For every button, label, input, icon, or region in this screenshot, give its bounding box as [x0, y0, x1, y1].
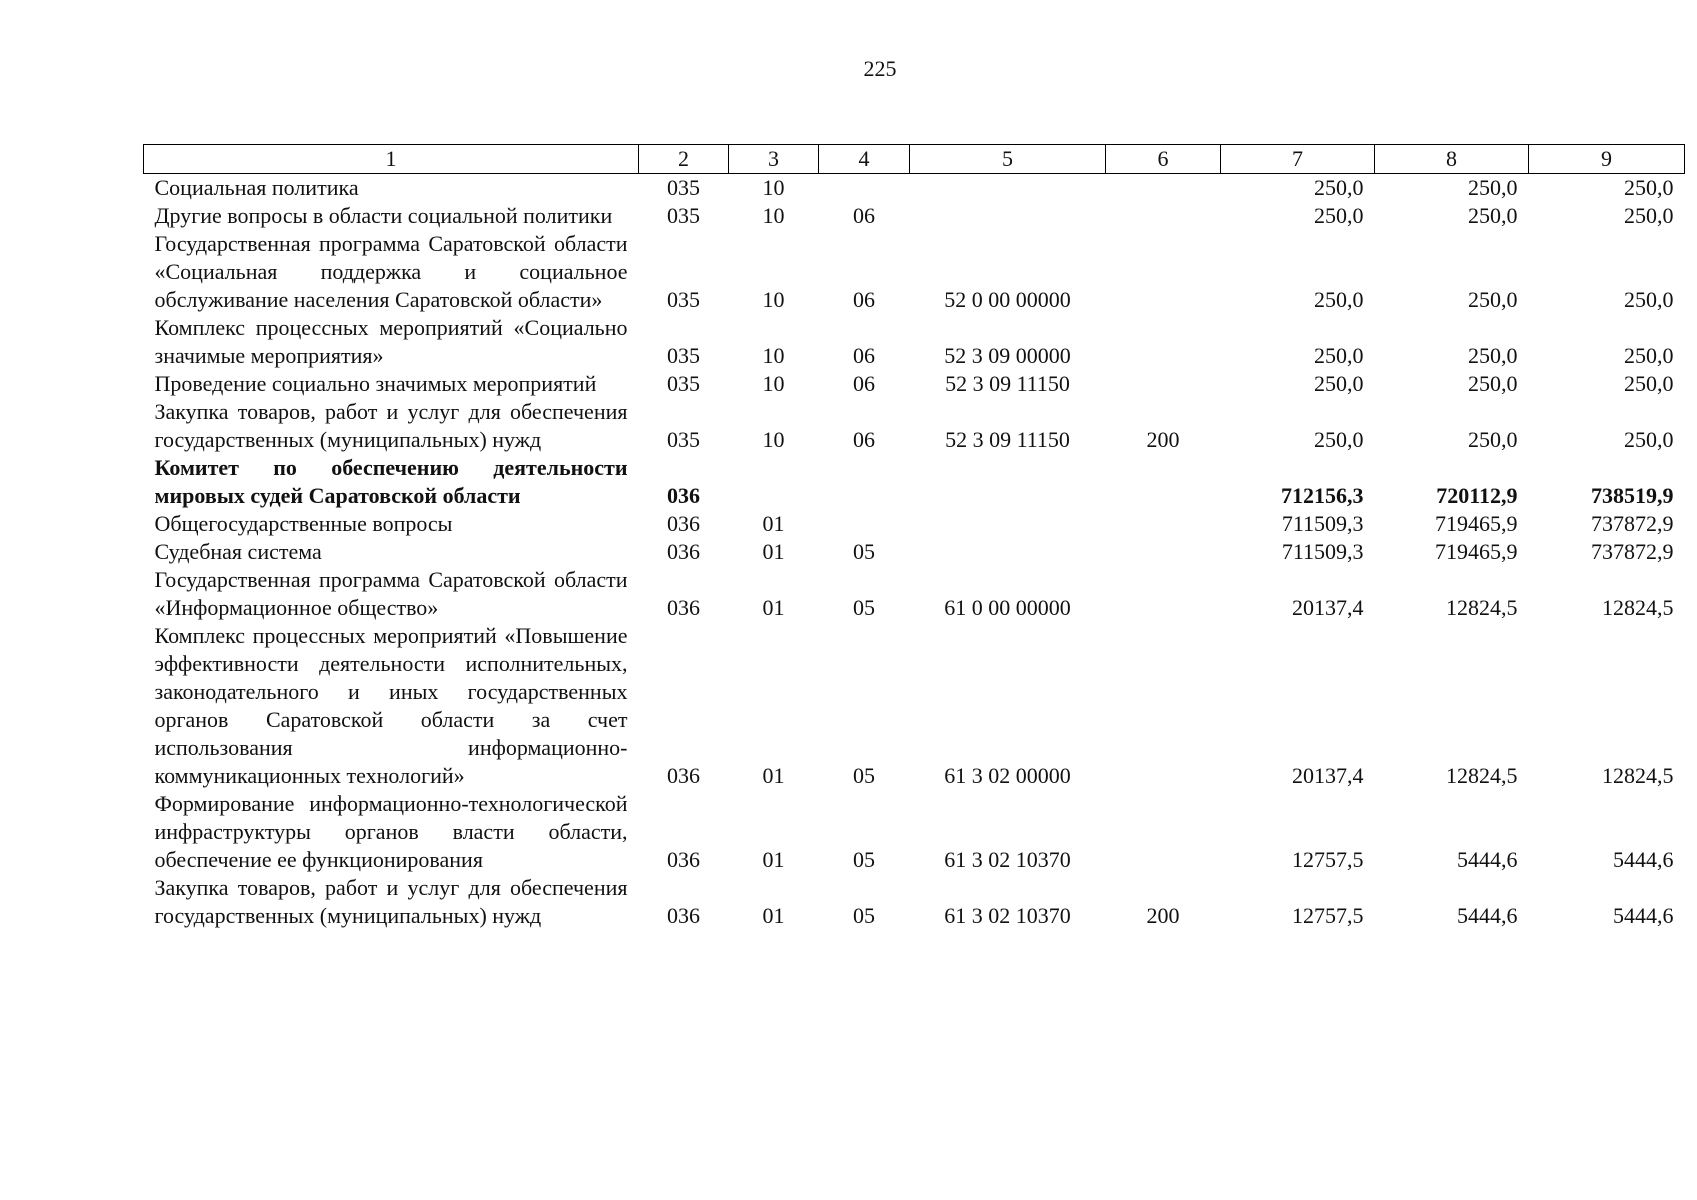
row-amount-col7: 20137,4: [1292, 763, 1364, 788]
row-name: Проведение социально значимых мероприятий: [154, 371, 597, 396]
table-row: [144, 538, 1685, 566]
row-subsection: 05: [853, 847, 875, 872]
table-row: [144, 174, 1685, 203]
row-admin-code: 035: [667, 371, 700, 396]
page-number: 225: [863, 56, 897, 81]
row-amount-col8: 250,0: [1468, 287, 1518, 312]
row-admin-code: 036: [667, 595, 700, 620]
row-amount-col9: 5444,6: [1613, 903, 1674, 928]
row-amount-col9: 738519,9: [1591, 483, 1674, 508]
budget-table: [143, 144, 1685, 930]
row-amount-col9: 250,0: [1624, 175, 1674, 200]
row-section: 10: [762, 175, 785, 200]
table-body: [144, 174, 1685, 931]
row-amount-col7: 12757,5: [1292, 847, 1364, 872]
row-expense-type: [1106, 454, 1221, 510]
row-subsection: 06: [853, 427, 875, 452]
row-amount-col8: 12824,5: [1446, 595, 1518, 620]
row-name: Закупка товаров, работ и услуг для обеспечения государственных (муниципальных) нужд: [154, 399, 628, 452]
table-row: [144, 454, 1685, 510]
row-section: 01: [762, 539, 785, 564]
row-subsection: 05: [853, 763, 875, 788]
header-col-2: 2: [639, 145, 729, 174]
row-amount-col8: 250,0: [1468, 427, 1518, 452]
table-row: [144, 622, 1685, 790]
row-amount-col7: 711509,3: [1281, 539, 1364, 564]
row-target-article: [910, 538, 1106, 566]
header-col-6: 6: [1106, 145, 1221, 174]
row-amount-col9: 250,0: [1624, 427, 1674, 452]
row-amount-col7: 250,0: [1314, 371, 1364, 396]
row-section: 10: [762, 371, 785, 396]
row-amount-col8: 250,0: [1468, 343, 1518, 368]
row-name: Комитет по обеспечению деятельности мировых судей Саратовской области: [154, 455, 628, 508]
row-section: 10: [762, 343, 785, 368]
row-amount-col8: 720112,9: [1436, 483, 1518, 508]
row-admin-code: 035: [667, 203, 700, 228]
row-amount-col8: 5444,6: [1457, 847, 1518, 872]
row-expense-type: [1106, 230, 1221, 314]
row-section: 01: [762, 511, 785, 536]
row-subsection: 05: [853, 595, 875, 620]
table-row: [144, 230, 1685, 314]
row-target-article: [910, 454, 1106, 510]
row-expense-type: [1106, 566, 1221, 622]
row-subsection: 06: [853, 287, 875, 312]
row-subsection: [819, 510, 910, 538]
row-section: 01: [762, 763, 785, 788]
row-expense-type: [1106, 174, 1221, 203]
row-section: 10: [762, 287, 785, 312]
row-amount-col8: 250,0: [1468, 371, 1518, 396]
row-amount-col7: 250,0: [1314, 175, 1364, 200]
header-col-4: 4: [819, 145, 910, 174]
row-amount-col9: 12824,5: [1602, 763, 1674, 788]
row-section: 01: [762, 847, 785, 872]
table-header-row: [144, 145, 1685, 174]
row-target-article: 52 3 09 11150: [945, 371, 1070, 396]
row-admin-code: 036: [667, 483, 700, 508]
row-admin-code: 035: [667, 175, 700, 200]
row-name: Другие вопросы в области социальной политики: [154, 203, 613, 228]
row-name: Социальная политика: [154, 175, 359, 200]
table-row: [144, 566, 1685, 622]
row-amount-col9: 737872,9: [1591, 511, 1674, 536]
table-row: [144, 874, 1685, 930]
row-amount-col9: 12824,5: [1602, 595, 1674, 620]
row-subsection: 06: [853, 203, 875, 228]
row-admin-code: 036: [667, 847, 700, 872]
row-amount-col7: 250,0: [1314, 287, 1364, 312]
row-amount-col8: 719465,9: [1435, 511, 1518, 536]
row-amount-col7: 250,0: [1314, 343, 1364, 368]
row-section: 01: [762, 903, 785, 928]
row-section: 10: [762, 203, 785, 228]
row-subsection: 05: [853, 539, 875, 564]
row-expense-type: [1106, 202, 1221, 230]
row-target-article: 52 0 00 00000: [944, 287, 1071, 312]
table-row: [144, 314, 1685, 370]
header-col-3: 3: [729, 145, 819, 174]
row-admin-code: 035: [667, 427, 700, 452]
table-row: [144, 370, 1685, 398]
row-name: Общегосударственные вопросы: [154, 511, 453, 536]
row-admin-code: 035: [667, 343, 700, 368]
row-target-article: 52 3 09 11150: [945, 427, 1070, 452]
row-amount-col9: 250,0: [1624, 203, 1674, 228]
row-target-article: 52 3 09 00000: [944, 343, 1071, 368]
row-target-article: [910, 174, 1106, 203]
table-row: [144, 202, 1685, 230]
row-amount-col8: 5444,6: [1457, 903, 1518, 928]
row-section: [729, 454, 819, 510]
row-amount-col7: 712156,3: [1281, 483, 1364, 508]
header-col-9: 9: [1529, 145, 1685, 174]
row-name: Комплекс процессных мероприятий «Повышение эффективности деятельности исполнительных, законодательного и иных государственных органов Саратовской области за счет использования информационно-коммуникационных технологий»: [154, 623, 628, 788]
header-col-7: 7: [1221, 145, 1375, 174]
row-target-article: [910, 202, 1106, 230]
table-row: [144, 510, 1685, 538]
row-subsection: [819, 454, 910, 510]
row-expense-type: [1106, 622, 1221, 790]
row-amount-col7: 12757,5: [1292, 903, 1364, 928]
table-row: [144, 790, 1685, 874]
row-subsection: 06: [853, 371, 875, 396]
header-col-5: 5: [910, 145, 1106, 174]
header-col-1: 1: [144, 145, 639, 174]
row-subsection: 06: [853, 343, 875, 368]
row-name: Судебная система: [154, 539, 322, 564]
row-name: Формирование информационно-технологической инфраструктуры органов власти области, обеспечение ее функционирования: [154, 791, 628, 872]
row-target-article: 61 3 02 00000: [944, 763, 1071, 788]
row-amount-col7: 711509,3: [1281, 511, 1364, 536]
row-amount-col9: 250,0: [1624, 343, 1674, 368]
header-col-8: 8: [1375, 145, 1529, 174]
row-expense-type: 200: [1146, 903, 1180, 928]
row-target-article: 61 3 02 10370: [944, 847, 1071, 872]
row-admin-code: 035: [667, 287, 700, 312]
row-expense-type: [1106, 314, 1221, 370]
row-subsection: [819, 174, 910, 203]
row-section: 10: [762, 427, 785, 452]
row-section: 01: [762, 595, 785, 620]
row-amount-col8: 12824,5: [1446, 763, 1518, 788]
row-amount-col7: 20137,4: [1292, 595, 1364, 620]
row-name: Комплекс процессных мероприятий «Социально значимые мероприятия»: [154, 315, 628, 368]
row-name: Закупка товаров, работ и услуг для обеспечения государственных (муниципальных) нужд: [154, 875, 628, 928]
row-amount-col7: 250,0: [1314, 427, 1364, 452]
row-amount-col8: 250,0: [1468, 175, 1518, 200]
row-amount-col9: 250,0: [1624, 287, 1674, 312]
row-expense-type: 200: [1146, 427, 1180, 452]
row-admin-code: 036: [667, 511, 700, 536]
row-name: Государственная программа Саратовской области «Информационное общество»: [154, 567, 628, 620]
row-expense-type: [1106, 790, 1221, 874]
row-admin-code: 036: [667, 539, 700, 564]
row-amount-col9: 250,0: [1624, 371, 1674, 396]
table-row: [144, 398, 1685, 454]
row-admin-code: 036: [667, 903, 700, 928]
row-amount-col7: 250,0: [1314, 203, 1364, 228]
row-amount-col9: 5444,6: [1613, 847, 1674, 872]
row-expense-type: [1106, 510, 1221, 538]
row-amount-col9: 737872,9: [1591, 539, 1674, 564]
row-expense-type: [1106, 370, 1221, 398]
row-target-article: [910, 510, 1106, 538]
row-amount-col8: 250,0: [1468, 203, 1518, 228]
row-subsection: 05: [853, 903, 875, 928]
row-expense-type: [1106, 538, 1221, 566]
row-amount-col8: 719465,9: [1435, 539, 1518, 564]
row-admin-code: 036: [667, 763, 700, 788]
row-name: Государственная программа Саратовской области «Социальная поддержка и социальное обслуживание населения Саратовской области»: [154, 231, 628, 312]
row-target-article: 61 3 02 10370: [944, 903, 1071, 928]
row-target-article: 61 0 00 00000: [944, 595, 1071, 620]
